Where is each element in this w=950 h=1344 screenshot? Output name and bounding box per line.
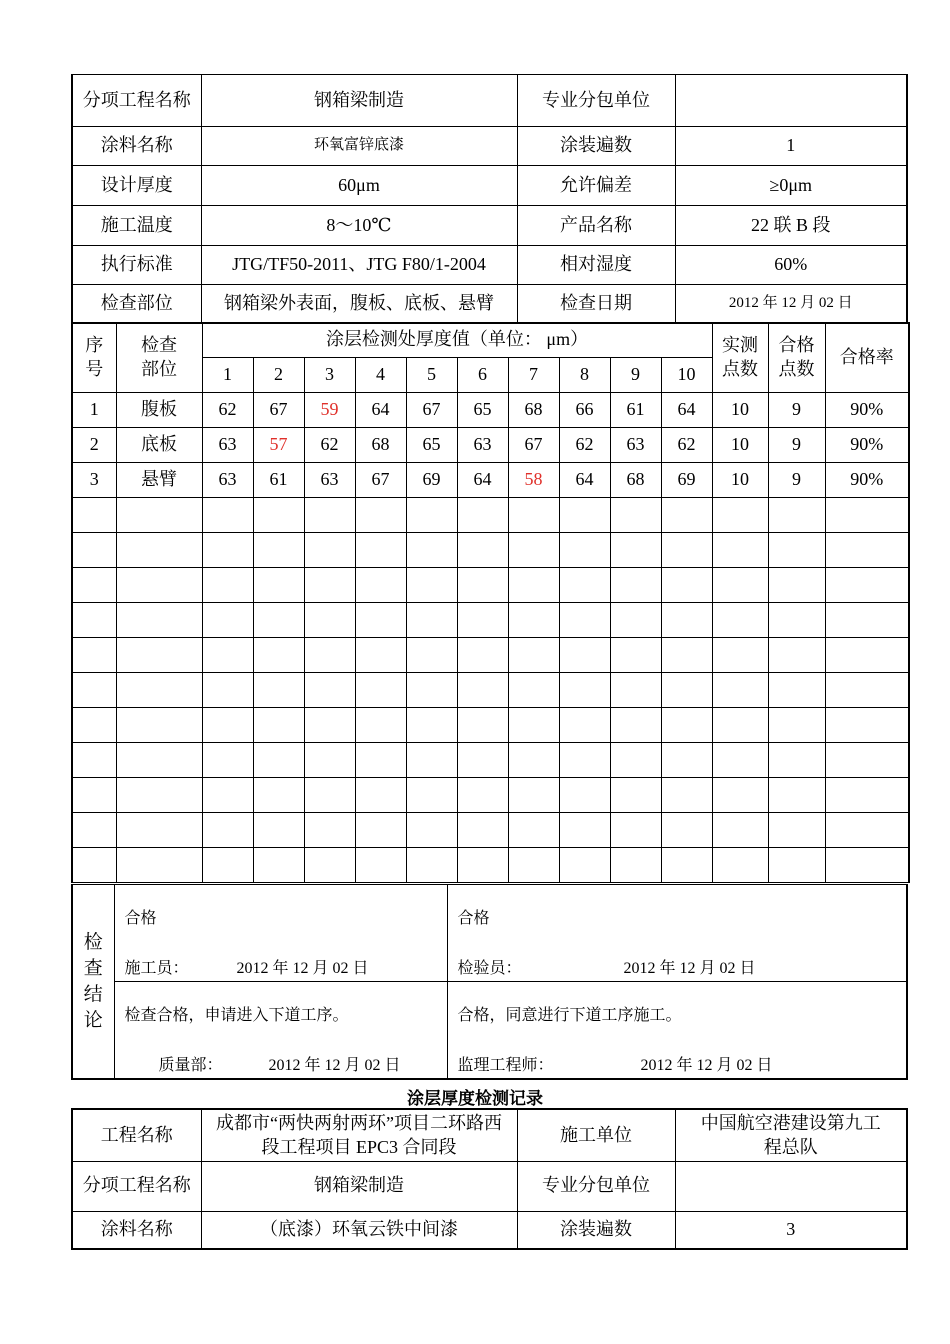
empty-cell (712, 708, 768, 743)
row-seq: 3 (72, 463, 116, 498)
thickness-value: 64 (457, 463, 508, 498)
col-point-header: 1 (202, 358, 253, 393)
empty-cell (202, 638, 253, 673)
empty-cell (610, 673, 661, 708)
inspector-label: 检验员： (457, 960, 522, 977)
empty-cell (457, 603, 508, 638)
empty-cell (304, 708, 355, 743)
value-subproject-2: 钢箱梁制造 (201, 1161, 517, 1211)
empty-cell (355, 778, 406, 813)
empty-cell (406, 813, 457, 848)
quality-text: 检查合格，申请进入下道工序。 (124, 1007, 349, 1024)
empty-cell (712, 498, 768, 533)
empty-cell (406, 848, 457, 883)
empty-cell (610, 743, 661, 778)
thickness-value: 69 (661, 463, 712, 498)
empty-cell (355, 673, 406, 708)
empty-cell (406, 673, 457, 708)
supervisor-text: 合格，同意进行下道工序施工。 (457, 1007, 682, 1024)
supervisor-label: 监理工程师： (457, 1057, 554, 1074)
empty-cell (253, 848, 304, 883)
value-standard: JTG/TF50-2011、JTG F80/1-2004 (201, 246, 517, 285)
thickness-value: 64 (559, 463, 610, 498)
empty-cell (661, 603, 712, 638)
thickness-value: 63 (304, 463, 355, 498)
empty-cell (559, 743, 610, 778)
empty-cell (116, 498, 202, 533)
value-humidity: 60% (675, 246, 907, 285)
empty-cell (116, 848, 202, 883)
thickness-value: 67 (355, 463, 406, 498)
table-row (72, 463, 909, 498)
empty-cell (712, 848, 768, 883)
empty-cell (508, 813, 559, 848)
empty-cell (406, 638, 457, 673)
empty-cell (712, 533, 768, 568)
empty-cell (253, 638, 304, 673)
label-coating-name: 涂料名称 (72, 127, 201, 166)
empty-cell (661, 533, 712, 568)
empty-cell (355, 498, 406, 533)
row-part: 底板 (116, 428, 202, 463)
empty-cell (559, 708, 610, 743)
empty-cell (116, 568, 202, 603)
inspector-cell (447, 885, 907, 982)
empty-cell (457, 673, 508, 708)
col-point-header: 3 (304, 358, 355, 393)
row-part: 腹板 (116, 393, 202, 428)
header-info-table (71, 74, 908, 324)
empty-cell (72, 778, 116, 813)
label-inspect-part: 检查部位 (72, 285, 201, 324)
empty-cell (508, 533, 559, 568)
empty-cell (202, 673, 253, 708)
empty-cell (610, 778, 661, 813)
empty-cell (768, 673, 825, 708)
empty-cell (355, 638, 406, 673)
empty-cell (712, 673, 768, 708)
empty-cell (712, 813, 768, 848)
empty-cell (508, 673, 559, 708)
empty-cell (304, 498, 355, 533)
thickness-value: 59 (304, 393, 355, 428)
col-rate-header: 合格率 (825, 323, 909, 393)
row-rate: 90% (825, 393, 909, 428)
empty-cell (406, 498, 457, 533)
empty-cell (355, 603, 406, 638)
col-point-header: 8 (559, 358, 610, 393)
value-coating-name: 环氧富锌底漆 (201, 127, 517, 166)
row-rate: 90% (825, 463, 909, 498)
empty-cell (559, 533, 610, 568)
constructor-date: 2012 年 12 月 02 日 (236, 960, 369, 977)
value-inspect-part: 钢箱梁外表面，腹板、底板、悬臂 (201, 285, 517, 324)
thickness-value: 65 (457, 393, 508, 428)
constructor-result: 合格 (124, 910, 157, 927)
empty-row (72, 498, 909, 533)
empty-cell (825, 603, 909, 638)
empty-cell (825, 813, 909, 848)
empty-cell (72, 638, 116, 673)
empty-cell (72, 498, 116, 533)
thickness-value: 68 (355, 428, 406, 463)
empty-cell (825, 638, 909, 673)
empty-row (72, 603, 909, 638)
empty-cell (457, 708, 508, 743)
inspector-result: 合格 (457, 910, 490, 927)
empty-cell (768, 848, 825, 883)
measurement-table (71, 322, 910, 883)
empty-cell (304, 603, 355, 638)
empty-cell (768, 603, 825, 638)
thickness-value: 67 (253, 393, 304, 428)
empty-cell (508, 743, 559, 778)
empty-cell (355, 533, 406, 568)
value-inspect-date: 2012 年 12 月 02 日 (675, 285, 907, 324)
empty-row (72, 533, 909, 568)
empty-cell (304, 533, 355, 568)
col-pass-header: 合格点数 (768, 323, 825, 393)
empty-row (72, 813, 909, 848)
empty-row (72, 673, 909, 708)
thickness-value: 63 (202, 428, 253, 463)
empty-cell (825, 568, 909, 603)
empty-cell (825, 498, 909, 533)
empty-cell (508, 498, 559, 533)
empty-cell (559, 673, 610, 708)
col-point-header: 4 (355, 358, 406, 393)
empty-cell (559, 498, 610, 533)
empty-cell (508, 708, 559, 743)
empty-cell (610, 848, 661, 883)
empty-cell (202, 778, 253, 813)
thickness-value: 64 (355, 393, 406, 428)
empty-cell (457, 743, 508, 778)
empty-cell (72, 708, 116, 743)
constructor-label: 施工员： (124, 960, 189, 977)
empty-cell (116, 708, 202, 743)
thickness-value: 66 (559, 393, 610, 428)
value-project-name: 成都市“两快两射两环”项目二环路西段工程项目 EPC3 合同段 (201, 1109, 517, 1161)
label-inspect-date: 检查日期 (517, 285, 675, 324)
label-coating-name-2: 涂料名称 (72, 1211, 201, 1249)
empty-cell (661, 673, 712, 708)
second-form-table (71, 1108, 908, 1250)
quality-cell (114, 982, 447, 1080)
thickness-value: 63 (202, 463, 253, 498)
empty-cell (253, 673, 304, 708)
constructor-cell (114, 885, 447, 982)
empty-cell (712, 568, 768, 603)
empty-cell (610, 603, 661, 638)
table-row (72, 393, 909, 428)
empty-cell (202, 498, 253, 533)
label-subproject-2: 分项工程名称 (72, 1161, 201, 1211)
empty-cell (72, 673, 116, 708)
label-construction-unit: 施工单位 (517, 1109, 675, 1161)
value-coat-count-2: 3 (675, 1211, 907, 1249)
empty-cell (457, 848, 508, 883)
empty-cell (768, 533, 825, 568)
empty-cell (355, 743, 406, 778)
value-subcontractor (675, 75, 907, 127)
empty-cell (508, 603, 559, 638)
empty-row (72, 743, 909, 778)
empty-cell (825, 778, 909, 813)
row-pass: 9 (768, 393, 825, 428)
empty-cell (661, 743, 712, 778)
label-temperature: 施工温度 (72, 206, 201, 246)
empty-cell (406, 568, 457, 603)
row-seq: 1 (72, 393, 116, 428)
empty-cell (253, 568, 304, 603)
empty-cell (712, 743, 768, 778)
empty-cell (559, 848, 610, 883)
supervisor-cell (447, 982, 907, 1080)
empty-cell (825, 533, 909, 568)
value-temperature: 8～10℃ (201, 206, 517, 246)
empty-cell (661, 813, 712, 848)
empty-cell (559, 638, 610, 673)
empty-cell (116, 813, 202, 848)
col-point-header: 6 (457, 358, 508, 393)
quality-date: 2012 年 12 月 02 日 (268, 1057, 401, 1074)
empty-cell (768, 568, 825, 603)
col-point-header: 2 (253, 358, 304, 393)
empty-cell (457, 778, 508, 813)
empty-cell (559, 813, 610, 848)
col-seq-header: 序号 (72, 323, 116, 393)
value-construction-unit: 中国航空港建设第九工程总队 (675, 1109, 907, 1161)
empty-cell (559, 778, 610, 813)
empty-cell (457, 533, 508, 568)
empty-cell (661, 638, 712, 673)
row-part: 悬臂 (116, 463, 202, 498)
empty-cell (72, 848, 116, 883)
empty-cell (712, 603, 768, 638)
empty-cell (304, 638, 355, 673)
empty-cell (355, 813, 406, 848)
empty-cell (825, 673, 909, 708)
empty-cell (768, 638, 825, 673)
thickness-value: 62 (661, 428, 712, 463)
empty-cell (661, 848, 712, 883)
empty-cell (406, 533, 457, 568)
value-subcontractor-2 (675, 1161, 907, 1211)
label-project-name: 工程名称 (72, 1109, 201, 1161)
thickness-value: 62 (202, 393, 253, 428)
empty-cell (202, 848, 253, 883)
thickness-value: 67 (406, 393, 457, 428)
empty-cell (610, 498, 661, 533)
empty-cell (202, 568, 253, 603)
empty-row (72, 568, 909, 603)
row-pass: 9 (768, 463, 825, 498)
empty-cell (355, 848, 406, 883)
empty-cell (116, 743, 202, 778)
empty-cell (661, 708, 712, 743)
empty-cell (559, 603, 610, 638)
empty-cell (406, 708, 457, 743)
label-subproject: 分项工程名称 (72, 75, 201, 127)
table-row (72, 428, 909, 463)
thickness-value: 61 (253, 463, 304, 498)
thickness-value: 57 (253, 428, 304, 463)
empty-cell (253, 743, 304, 778)
thickness-value: 63 (610, 428, 661, 463)
value-product-name: 22 联 B 段 (675, 206, 907, 246)
empty-cell (72, 813, 116, 848)
empty-cell (304, 848, 355, 883)
row-count: 10 (712, 393, 768, 428)
label-coat-count-2: 涂装遍数 (517, 1211, 675, 1249)
label-standard: 执行标准 (72, 246, 201, 285)
empty-cell (72, 568, 116, 603)
row-rate: 90% (825, 428, 909, 463)
empty-cell (116, 673, 202, 708)
empty-cell (712, 778, 768, 813)
empty-cell (457, 638, 508, 673)
empty-cell (610, 568, 661, 603)
col-point-header: 5 (406, 358, 457, 393)
empty-cell (253, 708, 304, 743)
thickness-value: 67 (508, 428, 559, 463)
empty-cell (304, 673, 355, 708)
conclusion-side-label: 检查结论 (72, 885, 114, 1080)
label-product-name: 产品名称 (517, 206, 675, 246)
empty-cell (825, 848, 909, 883)
empty-cell (406, 778, 457, 813)
label-tolerance: 允许偏差 (517, 166, 675, 206)
col-count-header: 实测点数 (712, 323, 768, 393)
empty-cell (508, 848, 559, 883)
empty-cell (202, 813, 253, 848)
empty-cell (253, 498, 304, 533)
empty-cell (253, 813, 304, 848)
empty-cell (304, 743, 355, 778)
empty-cell (355, 568, 406, 603)
empty-cell (768, 778, 825, 813)
empty-cell (116, 603, 202, 638)
empty-cell (610, 813, 661, 848)
empty-cell (253, 778, 304, 813)
empty-cell (768, 813, 825, 848)
empty-cell (253, 603, 304, 638)
empty-cell (72, 533, 116, 568)
empty-row (72, 708, 909, 743)
empty-cell (768, 708, 825, 743)
thickness-value: 69 (406, 463, 457, 498)
quality-label: 质量部： (158, 1057, 223, 1074)
value-coating-name-2: （底漆）环氧云铁中间漆 (201, 1211, 517, 1249)
thickness-value: 62 (559, 428, 610, 463)
thickness-value: 58 (508, 463, 559, 498)
thickness-value: 64 (661, 393, 712, 428)
empty-cell (406, 743, 457, 778)
label-coat-count: 涂装遍数 (517, 127, 675, 166)
value-coat-count: 1 (675, 127, 907, 166)
thickness-value: 62 (304, 428, 355, 463)
thickness-value: 68 (610, 463, 661, 498)
empty-cell (202, 603, 253, 638)
label-design-thickness: 设计厚度 (72, 166, 201, 206)
label-subcontractor: 专业分包单位 (517, 75, 675, 127)
empty-cell (202, 743, 253, 778)
row-pass: 9 (768, 428, 825, 463)
label-humidity: 相对湿度 (517, 246, 675, 285)
empty-cell (508, 778, 559, 813)
row-seq: 2 (72, 428, 116, 463)
empty-cell (825, 708, 909, 743)
empty-row (72, 638, 909, 673)
col-point-header: 10 (661, 358, 712, 393)
empty-cell (406, 603, 457, 638)
empty-cell (661, 498, 712, 533)
empty-cell (202, 708, 253, 743)
empty-row (72, 848, 909, 883)
empty-cell (202, 533, 253, 568)
empty-cell (610, 638, 661, 673)
value-design-thickness: 60μm (201, 166, 517, 206)
empty-cell (72, 603, 116, 638)
empty-cell (457, 498, 508, 533)
empty-cell (304, 813, 355, 848)
empty-cell (508, 638, 559, 673)
empty-cell (253, 533, 304, 568)
empty-cell (116, 778, 202, 813)
col-point-header: 9 (610, 358, 661, 393)
empty-cell (712, 638, 768, 673)
col-thickness-group-header: 涂层检测处厚度值（单位： μm） (202, 323, 712, 358)
col-point-header: 7 (508, 358, 559, 393)
empty-cell (355, 708, 406, 743)
empty-cell (825, 743, 909, 778)
empty-cell (508, 568, 559, 603)
empty-cell (610, 708, 661, 743)
empty-cell (457, 813, 508, 848)
thickness-value: 68 (508, 393, 559, 428)
label-subcontractor-2: 专业分包单位 (517, 1161, 675, 1211)
empty-cell (610, 533, 661, 568)
value-subproject: 钢箱梁制造 (201, 75, 517, 127)
col-part-header: 检查部位 (116, 323, 202, 393)
row-count: 10 (712, 463, 768, 498)
empty-row (72, 778, 909, 813)
supervisor-date: 2012 年 12 月 02 日 (640, 1057, 773, 1074)
empty-cell (304, 568, 355, 603)
empty-cell (116, 638, 202, 673)
empty-cell (661, 778, 712, 813)
empty-cell (768, 498, 825, 533)
conclusion-table (71, 884, 908, 1080)
empty-cell (768, 743, 825, 778)
empty-cell (457, 568, 508, 603)
inspector-date: 2012 年 12 月 02 日 (623, 960, 756, 977)
value-tolerance: ≥0μm (675, 166, 907, 206)
empty-cell (559, 568, 610, 603)
second-form-title: 涂层厚度检测记录 (407, 1089, 543, 1108)
empty-cell (661, 568, 712, 603)
thickness-value: 63 (457, 428, 508, 463)
empty-cell (116, 533, 202, 568)
thickness-value: 61 (610, 393, 661, 428)
row-count: 10 (712, 428, 768, 463)
thickness-value: 65 (406, 428, 457, 463)
empty-cell (72, 743, 116, 778)
empty-cell (304, 778, 355, 813)
